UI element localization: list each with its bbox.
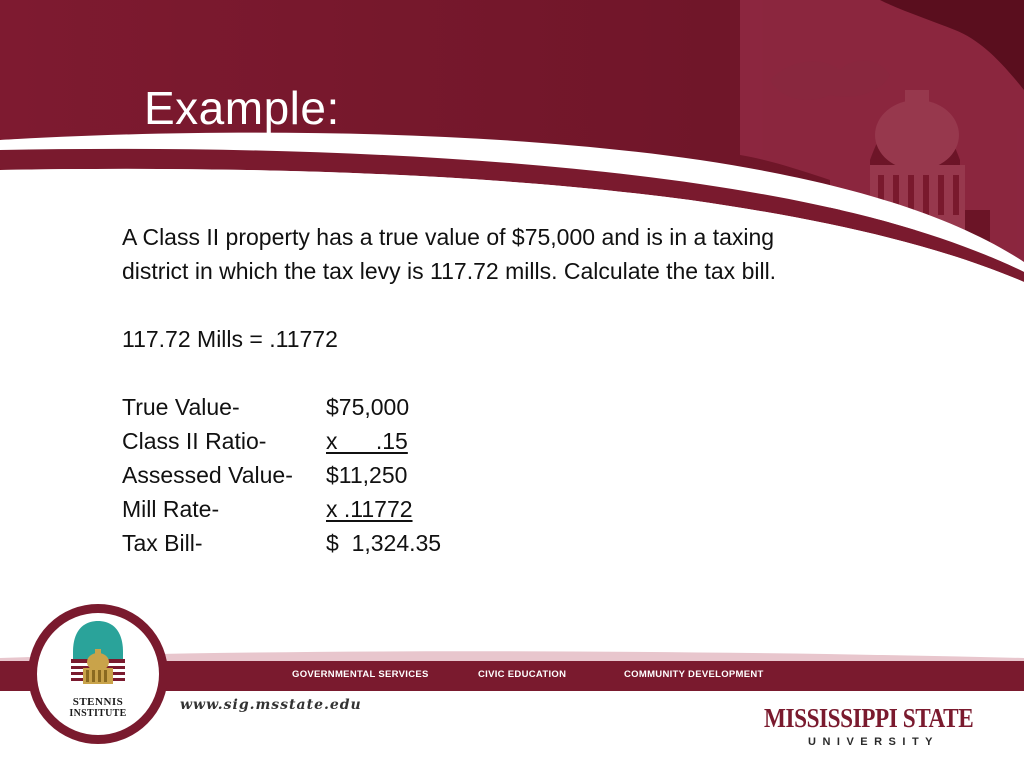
spacer [122,356,842,390]
table-row [122,424,441,458]
stennis-logo-sub: INSTITUTE [69,708,127,719]
row-value: x .15 [326,428,408,454]
calculation-table [122,390,441,560]
row-label: Assessed Value- [122,462,293,488]
link-governmental-services[interactable]: GOVERNMENTAL SERVICES [292,669,429,680]
row-label: Tax Bill- [122,530,203,556]
slide-content [122,220,842,560]
link-civic-education[interactable]: CIVIC EDUCATION [478,669,567,680]
table-row [122,492,441,526]
mill-conversion: 117.72 Mills = .11772 [122,326,338,352]
problem-statement: A Class II property has a true value of $75,000 and is in a taxing district in which the tax levy is 117.72 mills. Calculate the tax bill. [122,224,777,284]
msu-logo-sub: UNIVERSITY [808,736,940,748]
table-row [122,458,441,492]
row-value: x .11772 [326,496,413,522]
row-label: Mill Rate- [122,496,220,522]
row-label: Class II Ratio- [122,428,267,454]
row-value: $11,250 [326,462,408,488]
website-link[interactable]: www.sig.msstate.edu [180,697,362,713]
table-row [122,526,441,560]
row-label: True Value- [122,394,240,420]
row-value: $ 1,324.35 [326,530,442,556]
stennis-logo-name: STENNIS [72,696,124,708]
link-community-development[interactable]: COMMUNITY DEVELOPMENT [624,669,764,680]
row-value: $75,000 [326,394,410,420]
table-row [122,390,441,424]
stennis-logo-icon [28,604,168,744]
slide-title: Example: [144,82,340,134]
msu-logo-name: MISSISSIPPI STATE [764,703,974,733]
spacer [122,288,842,322]
